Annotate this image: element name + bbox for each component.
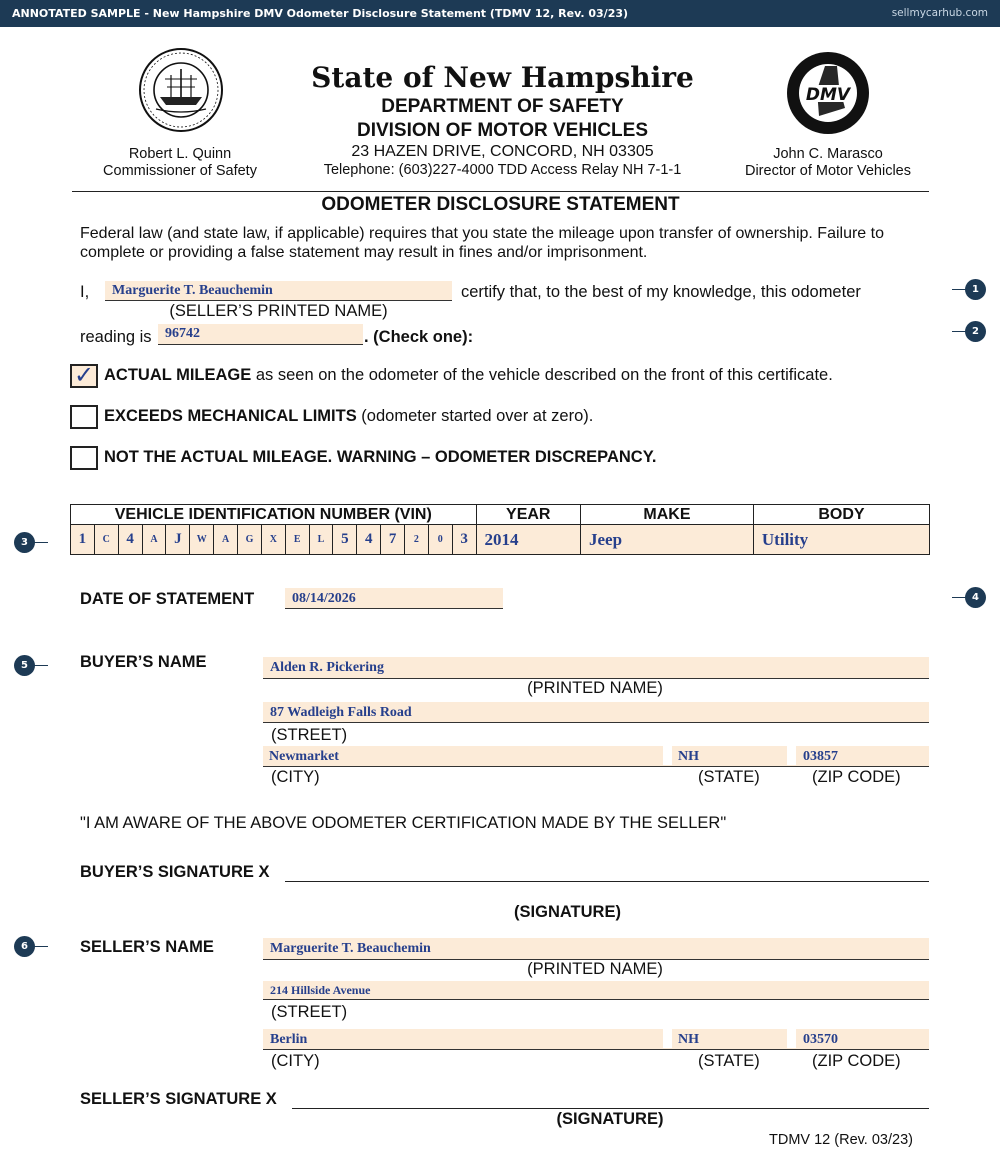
division-heading: DIVISION OF MOTOR VEHICLES <box>356 120 648 141</box>
field-gap <box>787 744 796 765</box>
director-name: John C. Marasco <box>773 146 883 162</box>
not-actual-mileage-option: NOT THE ACTUAL MILEAGE. WARNING – ODOMETER DISCREPANCY. <box>104 448 657 466</box>
buyer-street-field[interactable] <box>263 702 929 723</box>
buyer-name-value: Alden R. Pickering <box>270 660 384 675</box>
year-field[interactable]: 2014 <box>476 525 580 555</box>
reading-label: reading is <box>80 328 152 346</box>
seller-signature-caption: (SIGNATURE) <box>556 1110 664 1128</box>
buyer-street-value: 87 Wadleigh Falls Road <box>270 705 412 720</box>
vin-char-cell[interactable]: 3 <box>452 525 476 555</box>
vehicle-table <box>70 504 930 555</box>
header-divider <box>72 191 929 192</box>
seller-street-field[interactable] <box>263 981 929 1000</box>
seller-signature-label: SELLER’S SIGNATURE X <box>80 1090 277 1108</box>
vin-char-cell[interactable]: E <box>285 525 309 555</box>
marker-connector <box>952 331 966 332</box>
buyer-street-caption: (STREET) <box>271 726 348 744</box>
buyer-name-label: BUYER’S NAME <box>80 653 207 671</box>
checkmark-icon: ✓ <box>74 361 95 389</box>
buyer-awareness-statement: "I AM AWARE OF THE ABOVE ODOMETER CERTIFICATION MADE BY THE SELLER" <box>80 814 727 832</box>
vin-char-cell[interactable]: X <box>261 525 285 555</box>
year-header: YEAR <box>476 505 580 525</box>
seller-printed-name-caption: (PRINTED NAME) <box>527 960 663 978</box>
field-gap <box>663 744 672 765</box>
buyer-signature-label: BUYER’S SIGNATURE X <box>80 863 270 881</box>
seller-signature-line[interactable] <box>292 1108 929 1109</box>
seller-street-caption: (STREET) <box>271 1003 348 1021</box>
state-heading: State of New Hampshire <box>311 61 694 94</box>
not-actual-mileage-checkbox[interactable] <box>70 446 98 470</box>
seller-printed-name-caption: (SELLER’S PRINTED NAME) <box>169 302 388 320</box>
marker-connector <box>952 289 966 290</box>
vin-char-cell[interactable]: 1 <box>71 525 95 555</box>
seller-name-field[interactable] <box>263 938 929 960</box>
body-field[interactable]: Utility <box>753 525 929 555</box>
annotation-marker-6: 6 <box>14 936 35 957</box>
annotation-marker-1: 1 <box>965 279 986 300</box>
seller-printed-name-field[interactable] <box>105 281 452 301</box>
director-title: Director of Motor Vehicles <box>744 163 911 179</box>
vin-char-cell[interactable]: W <box>190 525 214 555</box>
telephone-line: Telephone: (603)227-4000 TDD Access Relay NH 7-1-1 <box>323 162 682 178</box>
buyer-zip-caption: (ZIP CODE) <box>812 768 901 786</box>
marker-connector <box>34 946 48 947</box>
date-of-statement-value: 08/14/2026 <box>292 591 356 606</box>
body-header: BODY <box>753 505 929 525</box>
cert-i-label: I, <box>80 283 90 301</box>
exceeds-limits-checkbox[interactable] <box>70 405 98 429</box>
vin-char-cell[interactable]: J <box>166 525 190 555</box>
buyer-state-value[interactable]: NH <box>678 749 699 764</box>
vin-char-cell[interactable]: 5 <box>333 525 357 555</box>
annotation-marker-4: 4 <box>965 587 986 608</box>
field-gap <box>663 1027 672 1048</box>
marker-connector <box>34 665 48 666</box>
vin-char-cell[interactable]: C <box>94 525 118 555</box>
vin-char-cell[interactable]: 4 <box>118 525 142 555</box>
dmv-logo-text: DMV <box>805 85 851 105</box>
buyer-city-value[interactable]: Newmarket <box>269 749 339 764</box>
vin-char-cell[interactable]: A <box>142 525 166 555</box>
vin-char-cell[interactable]: A <box>214 525 238 555</box>
seller-name-label: SELLER’S NAME <box>80 938 214 956</box>
annotation-marker-2: 2 <box>965 321 986 342</box>
exceeds-limits-option: EXCEEDS MECHANICAL LIMITS (odometer started over at zero). <box>104 407 594 425</box>
form-id: TDMV 12 (Rev. 03/23) <box>769 1132 913 1148</box>
odometer-reading-field[interactable] <box>158 324 363 345</box>
form-title: ODOMETER DISCLOSURE STATEMENT <box>321 194 680 215</box>
vin-header: VEHICLE IDENTIFICATION NUMBER (VIN) <box>71 505 477 525</box>
seller-state-value[interactable]: NH <box>678 1032 699 1047</box>
dmv-logo <box>785 50 871 136</box>
vin-char-cell[interactable]: 4 <box>357 525 381 555</box>
odometer-reading-value: 96742 <box>165 326 200 341</box>
seller-zip-caption: (ZIP CODE) <box>812 1052 901 1070</box>
buyer-signature-line[interactable] <box>285 881 929 882</box>
field-gap <box>787 1027 796 1048</box>
buyer-zip-value[interactable]: 03857 <box>803 749 838 764</box>
commissioner-title: Commissioner of Safety <box>103 163 257 179</box>
vin-char-cell[interactable]: 7 <box>381 525 405 555</box>
seller-state-caption: (STATE) <box>698 1052 760 1070</box>
top-banner <box>0 0 1000 27</box>
make-header: MAKE <box>581 505 754 525</box>
seller-zip-value[interactable]: 03570 <box>803 1032 838 1047</box>
buyer-state-caption: (STATE) <box>698 768 760 786</box>
actual-mileage-checkbox[interactable] <box>70 361 98 389</box>
vin-char-cell[interactable]: 2 <box>405 525 429 555</box>
actual-mileage-option: ACTUAL MILEAGE as seen on the odometer of the vehicle described on the front of this certificate. <box>104 366 833 384</box>
check-one-label: . (Check one): <box>364 328 474 346</box>
vin-char-cell[interactable]: 0 <box>428 525 452 555</box>
cert-text: certify that, to the best of my knowledge, this odometer <box>461 283 861 301</box>
date-of-statement-field[interactable] <box>285 588 503 609</box>
annotation-marker-5: 5 <box>14 655 35 676</box>
seller-name-value: Marguerite T. Beauchemin <box>270 941 431 956</box>
seller-street-value: 214 Hillside Avenue <box>270 983 371 997</box>
marker-connector <box>952 597 966 598</box>
make-field[interactable]: Jeep <box>581 525 754 555</box>
vin-char-cell[interactable]: L <box>309 525 333 555</box>
state-seal-logo <box>138 47 224 133</box>
buyer-name-field[interactable] <box>263 657 929 679</box>
annotation-marker-3: 3 <box>14 532 35 553</box>
department-heading: DEPARTMENT OF SAFETY <box>381 96 624 117</box>
banner-title: ANNOTATED SAMPLE - New Hampshire DMV Odometer Disclosure Statement (TDMV 12, Rev. 03/23) <box>12 7 629 20</box>
commissioner-name: Robert L. Quinn <box>128 146 232 162</box>
address-line: 23 HAZEN DRIVE, CONCORD, NH 03305 <box>351 143 654 160</box>
banner-site-link[interactable]: sellmycarhub.com <box>891 7 988 19</box>
marker-connector <box>34 542 48 543</box>
intro-text: Federal law (and state law, if applicable) requires that you state the mileage upon transfer of ownership. Failure to complete or providing a false statement may result in fines and/or imprisonment. <box>80 225 884 261</box>
buyer-city-caption: (CITY) <box>271 768 320 786</box>
seller-city-value[interactable]: Berlin <box>270 1032 308 1047</box>
seller-printed-name-value: Marguerite T. Beauchemin <box>112 283 273 298</box>
seller-city-caption: (CITY) <box>271 1052 320 1070</box>
vin-char-cell[interactable]: G <box>238 525 262 555</box>
buyer-printed-name-caption: (PRINTED NAME) <box>527 679 663 697</box>
buyer-signature-caption: (SIGNATURE) <box>514 903 621 921</box>
date-of-statement-label: DATE OF STATEMENT <box>80 590 255 608</box>
